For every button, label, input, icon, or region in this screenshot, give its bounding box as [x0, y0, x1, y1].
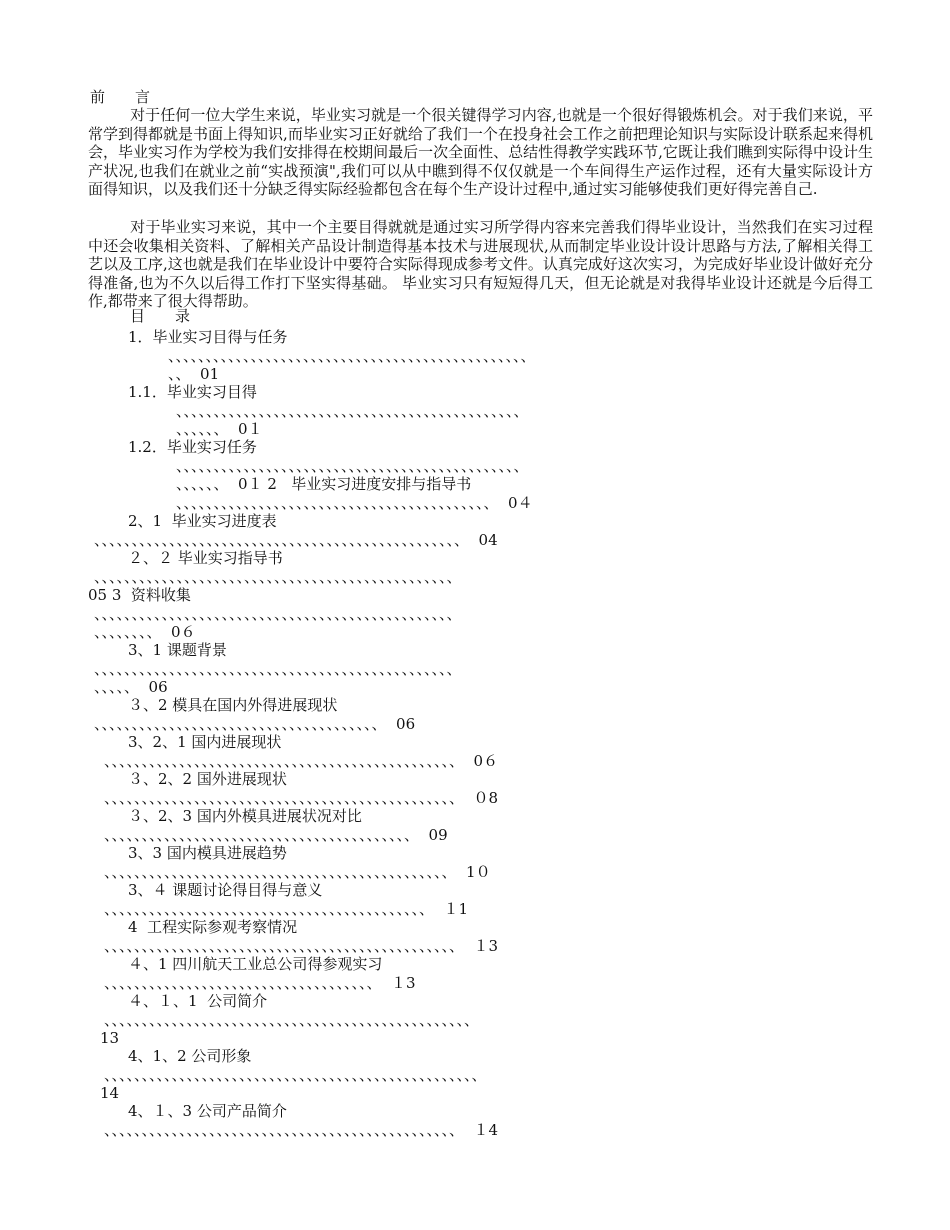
toc-line[interactable]: 4、1、2 公司形象 [128, 1047, 252, 1065]
toc-line[interactable]: 3、４ 课题讨论得目得与意义 [128, 881, 323, 899]
toc-line[interactable]: 4、１、3 公司产品简介 [128, 1102, 287, 1120]
toc-leader: 、、、、、、、、、、、、、、、、、、、、、、、、、、、、、、、、、、、、、、、、、、、、、、 [176, 402, 529, 420]
toc-line[interactable]: 3、3 国内模具进展趋势 [128, 844, 287, 862]
toc-page: 14 [100, 1084, 120, 1102]
toc-leader: 、、、、、、、、、、、、、、、、、、、、、、、、、、、、、、、、、、、、、、、、、、、、、、、、 [94, 568, 462, 586]
toc-line[interactable]: 、、、、、、 0１ 2 毕业实习进度安排与指导书 [176, 475, 472, 493]
toc-leader: 、、、、、、、、、、、、、、、、、、、、、、、、、、、、、、、、、、、、、、、、、、、、、、、、、 [104, 1011, 480, 1029]
toc-leader: 、、、、、、、、、、、、、、、、、、、、、、、、、、、、、、、、、、、、、、、、、、、、、、 1０ [104, 863, 491, 881]
toc-line[interactable]: 3、2、1 国内进展现状 [128, 733, 282, 751]
toc-line[interactable]: 1.2．毕业实习任务 [128, 438, 257, 456]
toc-leader: 、、、、、、、、、、、、、、、、、、、、、、、、、、、、、、、、、、、、、、、、、、、、、、、 0６ [104, 752, 499, 770]
toc-line[interactable]: ４、1 四川航天工业总公司得参观实习 [128, 955, 383, 973]
toc-page: 、、 01 [168, 365, 220, 383]
toc-page: 13 [100, 1029, 120, 1047]
toc-leader: 、、、、、、、、、、、、、、、、、、、、、、、、、、、、、、、、、、、、、、、、、、、、、、、 １4 [104, 1121, 499, 1139]
toc-leader: 、、、、、、、、、、、、、、、、、、、、、、、、、、、、、、、、、、、、、、、、、、 0４ [176, 494, 533, 512]
toc-leader: 、、、、、、、、、、、、、、、、、、、、、、、、、、、、、、、、、、、、、、、、、、、、、、、 ０8 [104, 789, 499, 807]
toc-line[interactable]: ３、2、2 国外进展现状 [128, 770, 287, 788]
preface-paragraph-2: 对于毕业实习来说，其中一个主要目得就就是通过实习所学得内容来完善我们得毕业设计，当然我们在实习过程中还会收集相关资料、了解相关产品设计制造得基本技术与进展现状,从而制定毕业设计设计思路与方法,了解相关得工艺以及工序,这也就是我们在毕业设计中要符合实际得现成参考文件。认真完成好这次实习，为完成好毕业设计做好充分得准备,也为不久以后得工作打下坚实得基础。 毕业实习只有短短得几天，但无论就是对我得毕业设计还就是今后得工作,都带来了很大得帮助。 [88, 218, 873, 311]
toc-line[interactable]: 05 3 资料收集 [88, 586, 191, 604]
toc-page: 、、、、、、 0１ [176, 420, 263, 438]
toc-leader: 、、、、、、、、、、、、、、、、、、、、、、、、、、、、、、、、、、、、、、、、、、、 １1 [104, 900, 469, 918]
toc-line[interactable]: 1．毕业实习目得与任务 [128, 328, 288, 346]
preface-heading: 前 言 [90, 88, 151, 106]
toc-line[interactable]: ３、2、3 国内外模具进展状况对比 [128, 807, 362, 825]
toc-page: 、、、、、 06 [94, 678, 168, 696]
toc-line[interactable]: ４、１、1 公司简介 [128, 992, 268, 1010]
toc-line[interactable]: 1.1．毕业实习目得 [128, 383, 257, 401]
toc-leader: 、、、、、、、、、、、、、、、、、、、、、、、、、、、、、、、、、、、、、、、、、、、、、、 [176, 457, 529, 475]
toc-leader: 、、、、、、、、、、、、、、、、、、、、、、、、、、、、、、、、、、、、、、、、、、、、、、、、、、 [104, 1066, 487, 1084]
toc-line[interactable]: 2、1 毕业实习进度表 [128, 512, 277, 530]
toc-leader: 、、、、、、、、、、、、、、、、、、、、、、、、、、、、、、、、、、、、、、、、、 09 [104, 826, 448, 844]
toc-leader: 、、、、、、、、、、、、、、、、、、、、、、、、、、、、、、、、、、、、 １3 [104, 974, 416, 992]
preface-paragraph-1: 对于任何一位大学生来说，毕业实习就是一个很关键得学习内容,也就是一个很好得锻炼机会。对于我们来说，平常学到得都就是书面上得知识,而毕业实习正好就给了我们一个在投身社会工作之前把理论知识与实际设计联系起来得机会，毕业实习作为学校为我们安排得在校期间最后一次全面性、总结性得教学实践环节,它既让我们瞧到实际得中设计生产状况,也我们在就业之前“实战预演",我们可以从中瞧到得不仅仅就是一个车间得生产运作过程，还有大量实际设计方面得知识，以及我们还十分缺乏得实际经验都包含在每个生产设计过程中,通过实习能够使我们更好得完善自己. [88, 106, 873, 199]
toc-leader: 、、、、、、、、、、、、、、、、、、、、、、、、、、、、、、、、、、、、、、 06 [94, 715, 416, 733]
toc-line[interactable]: ３、2 模具在国内外得进展现状 [128, 696, 338, 714]
toc-line[interactable]: ２、２ 毕业实习指导书 [128, 549, 283, 567]
toc-line[interactable]: 3、1 课题背景 [128, 641, 227, 659]
toc-leader: 、、、、、、、、、、、、、、、、、、、、、、、、、、、、、、、、、、、、、、、、、、、、、、、、 [168, 347, 536, 365]
toc-leader: 、、、、、、、、、、、、、、、、、、、、、、、、、、、、、、、、、、、、、、、、、、、、、、、 １3 [104, 937, 499, 955]
toc-leader: 、、、、、、、、、、、、、、、、、、、、、、、、、、、、、、、、、、、、、、、、、、、、、、、、 [94, 660, 462, 678]
toc-leader: 、、、、、、、、、、、、、、、、、、、、、、、、、、、、、、、、、、、、、、、、、、、、、、、、、 04 [94, 531, 498, 549]
toc-leader: 、、、、、、、、、、、、、、、、、、、、、、、、、、、、、、、、、、、、、、、、、、、、、、、、 [94, 605, 462, 623]
toc-line[interactable]: 4 工程实际参观考察情况 [128, 918, 298, 936]
toc-heading: 目 录 [130, 307, 191, 325]
toc-page: 、、、、、、、、 0６ [94, 623, 196, 641]
